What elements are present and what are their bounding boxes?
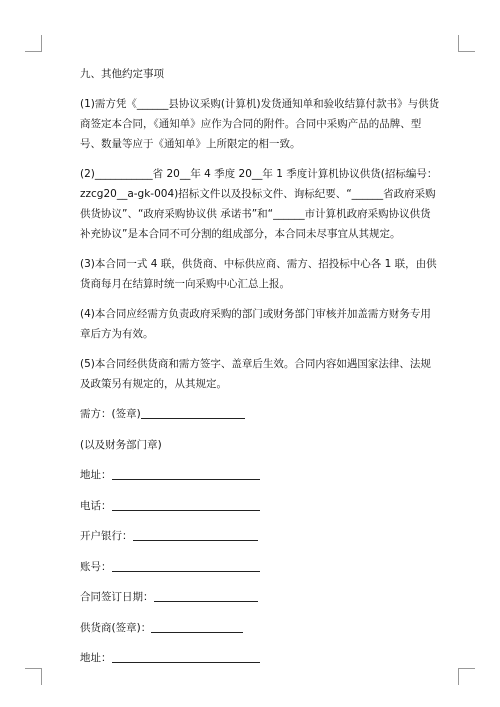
field-finance-seal bbox=[80, 435, 440, 455]
clause-3: (3)本合同一式 4 联，供货商、中标供应商、需方、招投标中心各 1 联，由供货商每月在结算时统一向采购中心汇总上报。 bbox=[80, 258, 437, 290]
field-supplier-signature bbox=[80, 618, 440, 638]
document-body bbox=[80, 64, 440, 679]
clause-2: (2)___________省 20__年 4 季度 20__年 1 季度计算机协议供货(招标编号：zzcg20__a-gk-004)招标文件以及投标文件、询标纪要、“______省政府采购供货协议”、“政府采购协议供 承诺书”和“______市计算机政府采购协议供货补充协议”是本合同不可分割的组成部分，本合同未尽事宜从其规定。 bbox=[80, 168, 438, 240]
field-bank bbox=[80, 526, 440, 546]
signature-line bbox=[141, 406, 245, 419]
crop-mark-bottom-left bbox=[25, 668, 42, 685]
field-label: 需方：(签章) bbox=[80, 408, 141, 420]
field-supplier-address bbox=[80, 648, 440, 668]
fill-line bbox=[112, 559, 260, 572]
fill-line bbox=[112, 467, 260, 480]
clause-4: (4)本合同应经需方负责政府采购的部门或财务部门审核并加盖需方财务专用章后方为有效。 bbox=[80, 308, 431, 340]
field-contract-date bbox=[80, 587, 440, 607]
field-label: 合同签订日期： bbox=[80, 591, 154, 603]
section-heading: 九、其他约定事项 bbox=[80, 68, 164, 80]
fill-line bbox=[112, 650, 260, 663]
field-label: 供货商(签章)： bbox=[80, 621, 152, 634]
field-account bbox=[80, 557, 440, 577]
clause-5: (5)本合同经供货商和需方签字、盖章后生效。合同内容如遇国家法律、法规及政策另有规定的，从其规定。 bbox=[80, 358, 431, 390]
crop-mark-bottom-right bbox=[458, 668, 475, 685]
field-label: 地址： bbox=[80, 469, 112, 481]
field-label: 地址： bbox=[80, 652, 112, 664]
fill-line bbox=[133, 528, 258, 541]
clause-1: (1)需方凭《______县协议采购(计算机)发货通知单和验收结算付款书》与供货商签定本合同，《通知单》应作为合同的附件。合同中采购产品的品牌、型号、数量等应于《通知单》上所限定的相一致。 bbox=[80, 98, 440, 150]
signature-line bbox=[151, 620, 243, 633]
crop-mark-top-right bbox=[458, 35, 475, 52]
field-label: 电话： bbox=[80, 499, 112, 512]
field-label: (以及财务部门章) bbox=[80, 438, 162, 451]
field-phone bbox=[80, 496, 440, 516]
field-label: 开户银行： bbox=[80, 530, 133, 542]
field-label: 账号： bbox=[80, 560, 112, 573]
fill-line bbox=[112, 498, 260, 511]
field-buyer-signature bbox=[80, 404, 440, 424]
crop-mark-top-left bbox=[25, 35, 42, 52]
field-buyer-address bbox=[80, 465, 440, 485]
fill-line bbox=[154, 589, 258, 602]
